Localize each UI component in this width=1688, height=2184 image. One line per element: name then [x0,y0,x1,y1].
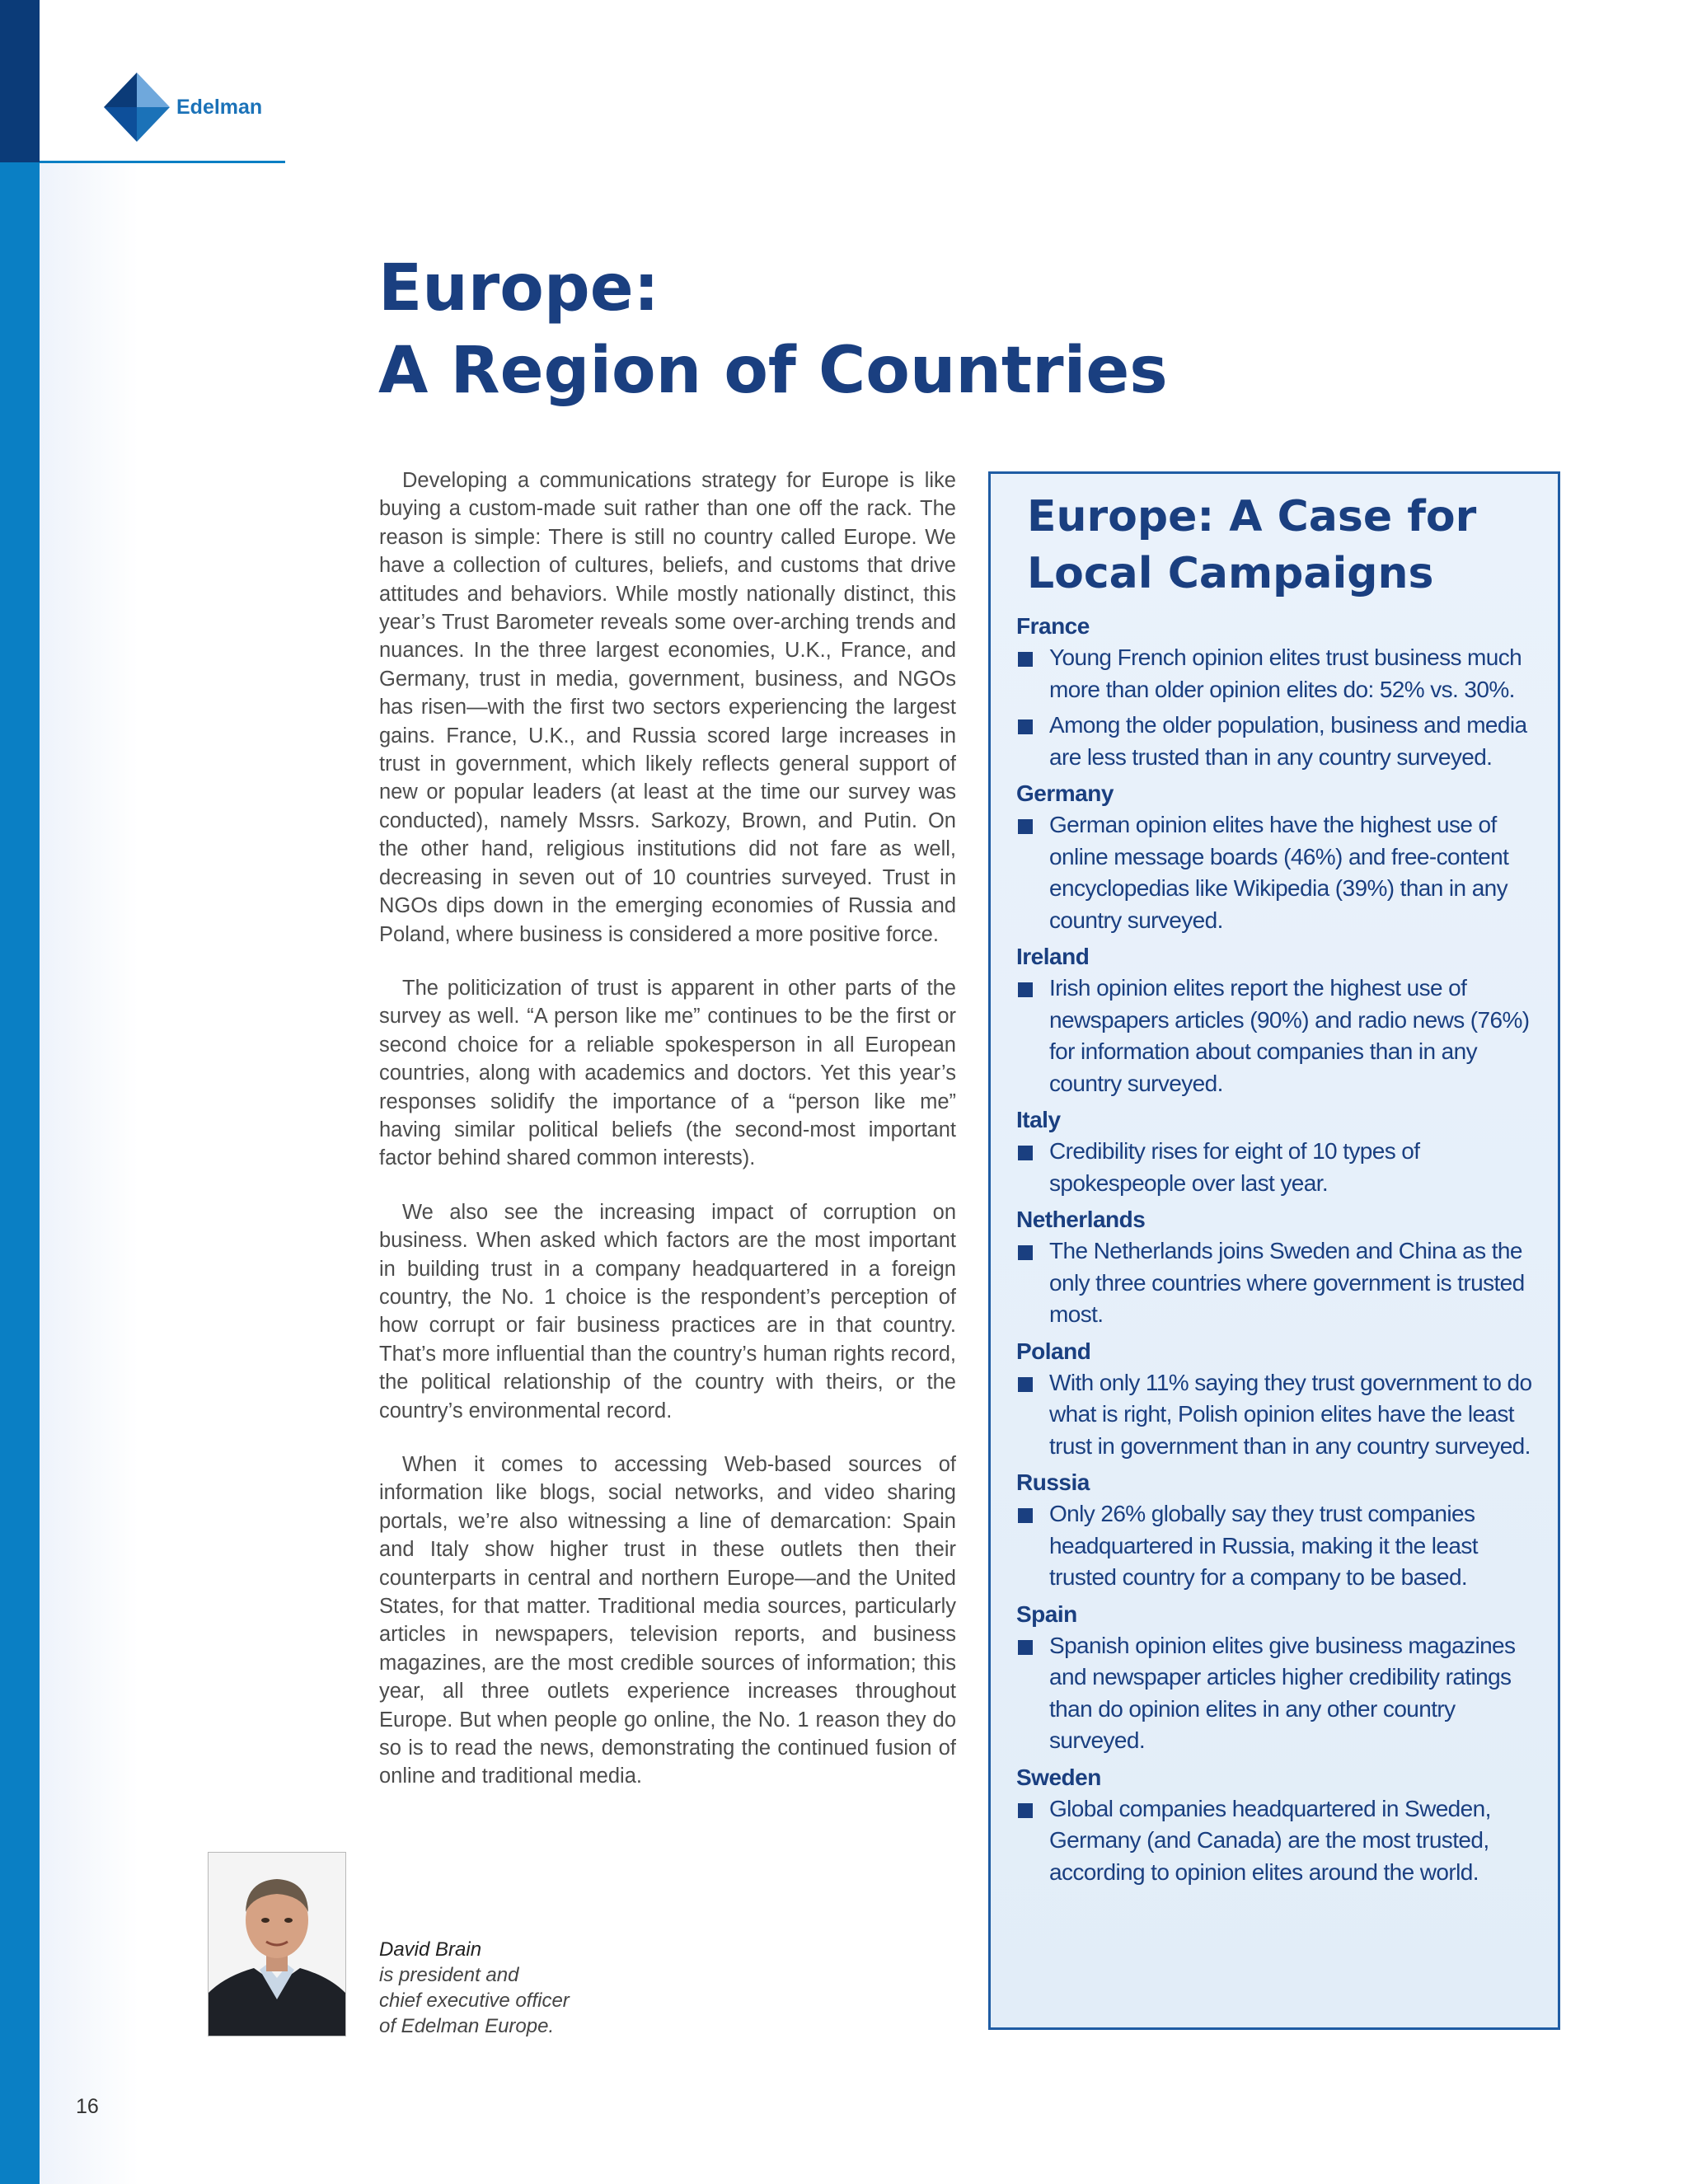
sidebar-title [1027,489,1476,602]
bullet-item [1016,1367,1536,1463]
page-title [378,247,1168,412]
sidebar-title-line1: Europe: A Case for [1027,492,1477,541]
country-heading: Sweden [1016,1764,1101,1790]
article-body [379,466,956,1816]
page-title-line2: A Region of Countries [378,334,1168,408]
edelman-logo [104,73,269,147]
bullet-text: Young French opinion elites trust business much more than older opinion elites do: 52% vs. 30%. [1049,644,1522,702]
body-paragraph: Developing a communications strategy for Europe is like buying a custom-made suit rather than one off the rack. The reason is simple: There is still no country called Europe. We have a collection of cultures, beliefs, and customs that drive attitudes and behaviors. While mostly nationally distinct, this year’s Trust Barometer reveals some over-arching trends and nuances. In the three largest economies, U.K., France, and Germany, trust in media, government, business, and NGOs has risen—with the first two sectors experiencing the largest gains. France, U.K., and Russia scored large increases in trust in government, which likely reflects general support of new or popular leaders (at least at the time our survey was conducted), namely Mssrs. Sarkozy, Brown, and Putin. On the other hand, religious institutions did not fare as well, decreasing in seven out of 10 countries surveyed. Trust in NGOs dips down in the emerging economies of Russia and Poland, where business is considered a more positive force. [379,469,956,946]
body-paragraph: The politicization of trust is apparent in other parts of the survey as well. “A person like me” continues to be the first or second choice for a reliable spokesperson in all European countries, along with academics and doctors. Yet this year’s responses solidify the importance of a “person like me” having similar political beliefs (the second-most important factor behind shared common interests). [379,976,956,1170]
author-role-line: chief executive officer [379,1990,570,2012]
country-section-france [1016,611,1536,773]
bullet-text: German opinion elites have the highest use of online message boards (46%) and free-content encyclopedias like Wikipedia (39%) than in any country surveyed. [1049,812,1509,933]
bullet-text: Global companies headquartered in Sweden, Germany (and Canada) are the most trusted, according to opinion elites around the world. [1049,1795,1491,1885]
body-paragraph: When it comes to accessing Web-based sources of information like blogs, social networks, and video sharing portals, we’re also witnessing a line of demarcation: Spain and Italy show higher trust in these outlets then their counterparts in central and northern Europe—and the United States, for that matter. Traditional media sources, particularly articles in newspapers, television reports, and business magazines, are the most credible sources of information; this year, all three outlets experience increases throughout Europe. But when people go online, the No. 1 reason they do so is to read the news, demonstrating the continued fusion of online and traditional media. [379,1453,956,1788]
bullet-item [1016,809,1536,936]
bullet-item [1016,1793,1536,1889]
country-heading: Spain [1016,1601,1077,1627]
country-section-netherlands [1016,1204,1536,1331]
square-bullet-icon [1018,652,1033,667]
bullet-item [1016,1630,1536,1757]
sidebar-box [988,471,1560,2030]
bullet-text: Spanish opinion elites give business magazines and newspaper articles higher credibility ratings than do opinion elites in any other country surveyed. [1049,1632,1516,1753]
country-section-ireland [1016,941,1536,1099]
country-section-russia [1016,1467,1536,1594]
country-heading: Ireland [1016,944,1090,969]
country-heading: Poland [1016,1338,1091,1364]
country-section-poland [1016,1336,1536,1463]
square-bullet-icon [1018,1640,1033,1655]
sidebar-country-list [1016,611,1536,1893]
square-bullet-icon [1018,1803,1033,1818]
bullet-item [1016,710,1536,773]
author-photo [208,1852,346,2036]
author-role-line: of Edelman Europe. [379,2015,555,2037]
logo-text: Edelman [176,96,263,119]
bullet-text: With only 11% saying they trust government to do what is right, Polish opinion elites have the least trust in government than in any country surveyed. [1049,1369,1532,1459]
author-portrait-illustration [209,1853,345,2036]
edelman-arrow-icon [104,73,170,142]
sidebar-title-line2: Local Campaigns [1027,549,1434,598]
bullet-text: The Netherlands joins Sweden and China as the only three countries where government is trusted most. [1049,1238,1525,1327]
bullet-item [1016,642,1536,705]
country-heading: France [1016,613,1090,639]
bullet-text: Only 26% globally say they trust companies headquartered in Russia, making it the least trusted country for a company to be based. [1049,1501,1478,1590]
country-section-spain [1016,1599,1536,1757]
author-name: David Brain [379,1938,482,1961]
square-bullet-icon [1018,1146,1033,1160]
left-band-blue [0,162,40,2184]
page-title-line1: Europe: [378,251,659,326]
bullet-text: Credibility rises for eight of 10 types of spokespeople over last year. [1049,1138,1420,1196]
country-heading: Russia [1016,1469,1090,1495]
country-heading: Netherlands [1016,1207,1146,1232]
bullet-item [1016,1136,1536,1199]
country-section-sweden [1016,1762,1536,1889]
bullet-text: Among the older population, business and media are less trusted than in any country surveyed. [1049,712,1527,770]
bullet-item [1016,1235,1536,1331]
author-role-line: is president and [379,1964,519,1986]
bullet-text: Irish opinion elites report the highest use of newspapers articles (90%) and radio news (76%) for information about companies than in any country surveyed. [1049,975,1530,1096]
square-bullet-icon [1018,719,1033,734]
page-number: 16 [76,2095,99,2118]
country-section-italy [1016,1104,1536,1199]
square-bullet-icon [1018,1377,1033,1392]
country-heading: Germany [1016,780,1114,806]
left-band-light [40,162,138,2184]
country-section-germany [1016,778,1536,936]
country-heading: Italy [1016,1107,1061,1132]
body-paragraph: We also see the increasing impact of corruption on business. When asked which factors are the most important in building trust in a company headquartered in a foreign country, the No. 1 choice is the respondent’s perception of how corrupt or fair business practices are in that country. That’s more influential than the country’s human rights record, the political relationship of the country with theirs, or the country’s environmental record. [379,1200,956,1422]
left-band-dark [0,0,40,162]
header-rule [40,161,285,163]
bullet-item [1016,1498,1536,1594]
square-bullet-icon [1018,1508,1033,1523]
square-bullet-icon [1018,819,1033,834]
bullet-item [1016,972,1536,1099]
square-bullet-icon [1018,982,1033,997]
square-bullet-icon [1018,1245,1033,1260]
author-caption [379,1937,570,2039]
